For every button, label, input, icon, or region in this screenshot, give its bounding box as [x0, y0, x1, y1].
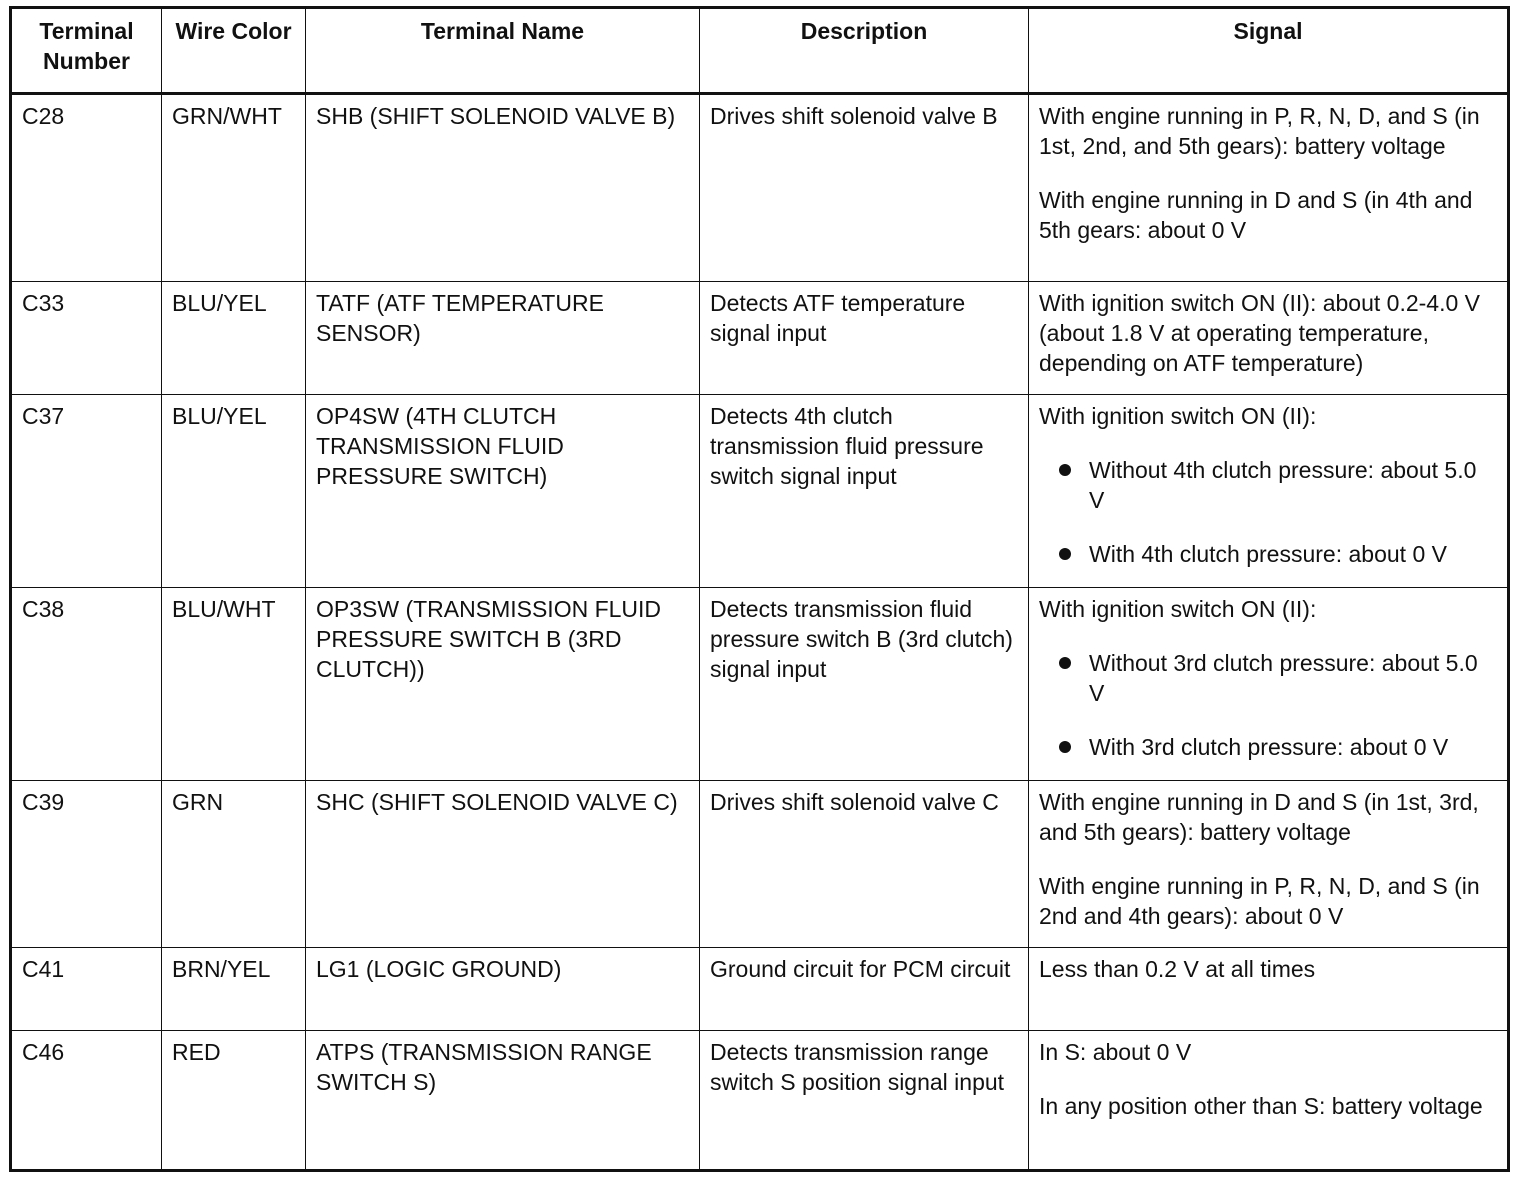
bullet-icon	[1059, 741, 1071, 753]
signal-cell	[1029, 948, 1509, 1031]
signal-bullet-text: Without 4th clutch pressure: about 5.0 V	[1089, 457, 1477, 513]
terminal-name-cell: TATF (ATF TEMPERATURE SENSOR)	[306, 282, 700, 395]
wire-color-cell: BLU/WHT	[162, 588, 306, 781]
terminal-name-cell: SHC (SHIFT SOLENOID VALVE C)	[306, 781, 700, 948]
signal-text: In S: about 0 V	[1039, 1039, 1192, 1065]
signal-cell	[1029, 588, 1509, 781]
header-row	[11, 8, 1509, 94]
signal-text: In any position other than S: battery voltage	[1039, 1093, 1483, 1119]
table-row	[11, 948, 1509, 1031]
wire-color-cell: BLU/YEL	[162, 395, 306, 588]
terminal-name-cell: SHB (SHIFT SOLENOID VALVE B)	[306, 94, 700, 282]
signal-cell	[1029, 282, 1509, 395]
signal-text: With ignition switch ON (II): about 0.2-4.0 V (about 1.8 V at operating temperature, depending on ATF temperature)	[1039, 290, 1481, 376]
signal-intro: With ignition switch ON (II):	[1039, 403, 1317, 429]
signal-intro: With ignition switch ON (II):	[1039, 596, 1317, 622]
signal-text: With engine running in P, R, N, D, and S (in 2nd and 4th gears): about 0 V	[1039, 873, 1480, 929]
signal-text: With engine running in D and S (in 1st, 3rd, and 5th gears): battery voltage	[1039, 789, 1479, 845]
signal-cell	[1029, 1031, 1509, 1171]
bullet-icon	[1059, 464, 1071, 476]
signal-cell	[1029, 781, 1509, 948]
terminal-number-cell: C28	[11, 94, 162, 282]
signal-bullet-text: Without 3rd clutch pressure: about 5.0 V	[1089, 650, 1478, 706]
table-row	[11, 94, 1509, 282]
signal-text: With engine running in D and S (in 4th and 5th gears: about 0 V	[1039, 187, 1473, 243]
signal-text: Less than 0.2 V at all times	[1039, 956, 1316, 982]
signal-bullet-text: With 3rd clutch pressure: about 0 V	[1089, 734, 1449, 760]
description-cell: Ground circuit for PCM circuit	[700, 948, 1029, 1031]
terminal-name-cell: LG1 (LOGIC GROUND)	[306, 948, 700, 1031]
signal-bullet-item	[1039, 648, 1497, 708]
terminal-number-cell: C39	[11, 781, 162, 948]
terminal-name-cell: ATPS (TRANSMISSION RANGE SWITCH S)	[306, 1031, 700, 1171]
description-cell: Drives shift solenoid valve C	[700, 781, 1029, 948]
header-description: Description	[700, 8, 1029, 94]
table-row	[11, 588, 1509, 781]
signal-bullet-text: With 4th clutch pressure: about 0 V	[1089, 541, 1447, 567]
signal-cell	[1029, 395, 1509, 588]
table-row	[11, 282, 1509, 395]
description-cell: Detects ATF temperature signal input	[700, 282, 1029, 395]
header-wire-color: Wire Color	[162, 8, 306, 94]
wire-color-cell: GRN/WHT	[162, 94, 306, 282]
signal-bullet-list	[1039, 455, 1497, 569]
signal-text: With engine running in P, R, N, D, and S (in 1st, 2nd, and 5th gears): battery voltage	[1039, 103, 1480, 159]
description-cell: Drives shift solenoid valve B	[700, 94, 1029, 282]
signal-bullet-item	[1039, 455, 1497, 515]
header-terminal-name: Terminal Name	[306, 8, 700, 94]
signal-bullet-list	[1039, 648, 1497, 762]
table-row	[11, 1031, 1509, 1171]
terminal-number-cell: C37	[11, 395, 162, 588]
bullet-icon	[1059, 657, 1071, 669]
signal-bullet-item	[1039, 539, 1497, 569]
signal-cell	[1029, 94, 1509, 282]
wire-color-cell: BLU/YEL	[162, 282, 306, 395]
header-terminal-number: Terminal Number	[11, 8, 162, 94]
terminal-number-cell: C38	[11, 588, 162, 781]
wire-color-cell: GRN	[162, 781, 306, 948]
header-signal: Signal	[1029, 8, 1509, 94]
terminal-table	[9, 6, 1510, 1172]
terminal-number-cell: C33	[11, 282, 162, 395]
bullet-icon	[1059, 548, 1071, 560]
description-cell: Detects 4th clutch transmission fluid pressure switch signal input	[700, 395, 1029, 588]
wire-color-cell: RED	[162, 1031, 306, 1171]
description-cell: Detects transmission fluid pressure switch B (3rd clutch) signal input	[700, 588, 1029, 781]
wire-color-cell: BRN/YEL	[162, 948, 306, 1031]
signal-bullet-item	[1039, 732, 1497, 762]
terminal-number-cell: C41	[11, 948, 162, 1031]
terminal-name-cell: OP4SW (4TH CLUTCH TRANSMISSION FLUID PRESSURE SWITCH)	[306, 395, 700, 588]
description-cell: Detects transmission range switch S position signal input	[700, 1031, 1029, 1171]
terminal-name-cell: OP3SW (TRANSMISSION FLUID PRESSURE SWITCH B (3RD CLUTCH))	[306, 588, 700, 781]
table-row	[11, 395, 1509, 588]
terminal-number-cell: C46	[11, 1031, 162, 1171]
table-row	[11, 781, 1509, 948]
